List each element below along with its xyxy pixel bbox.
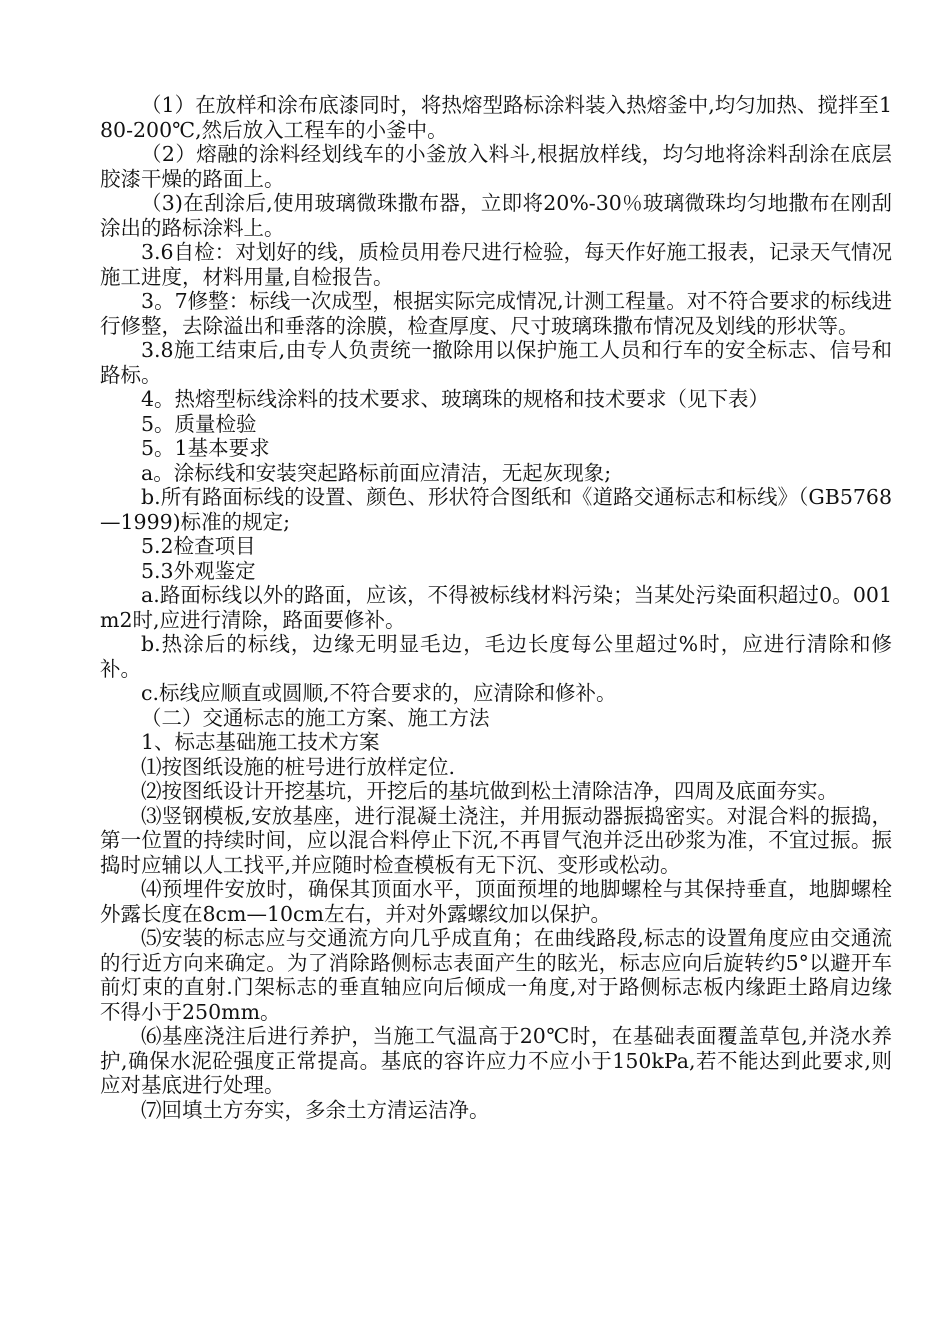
heading-section-2-traffic-signs: （二）交通标志的施工方案、施工方法 xyxy=(141,705,490,730)
paragraph-5-3-c: c.标线应顺直或圆顺,不符合要求的，应清除和修补。 xyxy=(141,681,617,705)
heading-5-2-inspection-items: 5.2检查项目 xyxy=(141,534,256,558)
paragraph-1-3-glass-beads: （3)在刮涂后,使用玻璃微珠撒布器，立即将20%-30％玻璃微珠均匀地撒布在刚刮涂出的路标涂料上。 xyxy=(100,191,892,240)
paragraph-5-3-b: b.热涂后的标线，边缘无明显毛边，毛边长度每公里超过%时，应进行清除和修补。 xyxy=(100,632,892,681)
paragraph-step-7: ⑺回填土方夯实，多余土方清运洁净。 xyxy=(141,1097,490,1122)
paragraph-step-4: ⑷预埋件安放时，确保其顶面水平，顶面预埋的地脚螺栓与其保持垂直，地脚螺栓外露长度在8cm—10cm左右，并对外露螺纹加以保护。 xyxy=(100,877,892,926)
paragraph-3-7-trimming: 3。7修整：标线一次成型，根据实际完成情况,计测工程量。对不符合要求的标线进行修整，去除溢出和垂落的涂膜，检查厚度、尺寸玻璃珠撒布情况及划线的形状等。 xyxy=(100,289,892,338)
document-body xyxy=(100,93,892,1122)
heading-5-quality-inspection: 5。质量检验 xyxy=(141,411,257,436)
paragraph-5-1-a: a。涂标线和安装突起路标前面应清洁，无起灰现象; xyxy=(141,460,612,485)
paragraph-5-1-b: b.所有路面标线的设置、颜色、形状符合图纸和《道路交通标志和标线》（GB5768—1999)标准的规定; xyxy=(100,485,892,534)
heading-5-1-basic-requirements: 5。1基本要求 xyxy=(141,436,270,460)
paragraph-3-8-completion: 3.8施工结束后,由专人负责统一撤除用以保护施工人员和行车的安全标志、信号和路标。 xyxy=(100,338,892,387)
heading-5-3-appearance: 5.3外观鉴定 xyxy=(141,558,256,583)
paragraph-step-2: ⑵按图纸设计开挖基坑，开挖后的基坑做到松土清除洁净，四周及底面夯实。 xyxy=(141,779,838,803)
paragraph-step-1: ⑴按图纸设施的桩号进行放样定位. xyxy=(141,754,456,779)
paragraph-1-2-scraping: （2）熔融的涂料经划线车的小釜放入料斗,根据放样线，均匀地将涂料刮涂在底层胶漆干燥的路面上。 xyxy=(100,142,892,191)
paragraph-step-3: ⑶竖钢模板,安放基座，进行混凝土浇注，并用振动器振捣密实。对混合料的振捣，第一位置的持续时间，应以混合料停止下沉,不再冒气泡并泛出砂浆为准，不宜过振。振捣时应辅以人工找平,并应随时检查模板有无下沉、变形或松动。 xyxy=(100,803,892,877)
paragraph-5-3-a: a.路面标线以外的路面，应该，不得被标线材料污染；当某处污染面积超过0。001m2时,应进行清除，路面要修补。 xyxy=(100,583,892,632)
heading-sign-foundation: 1、标志基础施工技术方案 xyxy=(141,730,380,754)
paragraph-3-6-self-check: 3.6自检：对划好的线，质检员用卷尺进行检验，每天作好施工报表，记录天气情况施工进度，材料用量,自检报告。 xyxy=(100,240,892,289)
paragraph-4-technical-requirements: 4。热熔型标线涂料的技术要求、玻璃珠的规格和技术要求（见下表） xyxy=(141,387,770,411)
paragraph-1-1-hot-melt-loading: （1）在放样和涂布底漆同时，将热熔型路标涂料装入热熔釜中,均匀加热、搅拌至180-200℃,然后放入工程车的小釜中。 xyxy=(100,93,892,142)
paragraph-step-6: ⑹基座浇注后进行养护，当施工气温高于20℃时，在基础表面覆盖草包,并浇水养护,确保水泥砼强度正常提高。基底的容许应力不应小于150kPa,若不能达到此要求,则应对基底进行处理。 xyxy=(100,1024,892,1097)
paragraph-step-5: ⑸安装的标志应与交通流方向几乎成直角；在曲线路段,标志的设置角度应由交通流的行近方向来确定。为了消除路侧标志表面产生的眩光，标志应向后旋转约5°以避开车前灯束的直射.门架标志的垂直轴应向后倾成一角度,对于路侧标志板内缘距土路肩边缘不得小于250mm。 xyxy=(100,926,892,1024)
